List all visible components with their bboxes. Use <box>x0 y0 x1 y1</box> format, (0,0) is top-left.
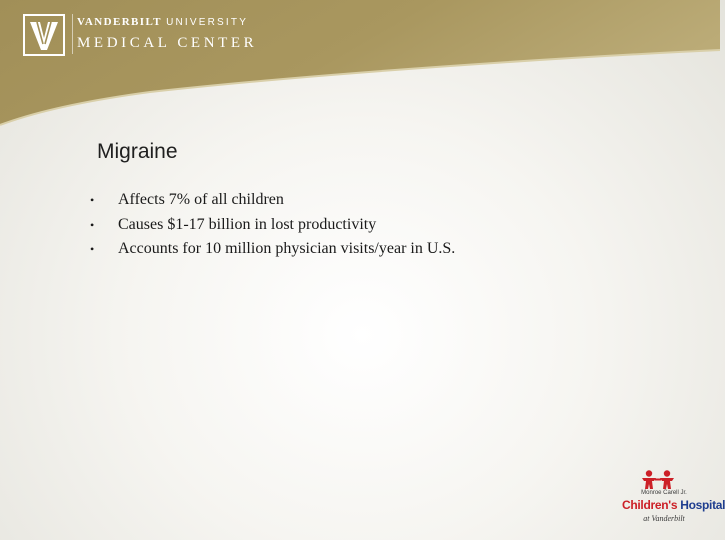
logo-divider <box>72 14 73 54</box>
bullet-item <box>90 240 455 265</box>
university-name-light: UNIVERSITY <box>166 17 249 28</box>
hospital-sponsor-name: Monroe Carell Jr. <box>641 490 687 496</box>
bullet-text: Causes $1-17 billion in lost productivity <box>118 215 377 233</box>
university-name <box>77 16 248 28</box>
hospital-location: at Vanderbilt <box>643 514 685 523</box>
bullet-dot-icon: • <box>90 217 95 232</box>
bullet-text: Affects 7% of all children <box>118 191 284 208</box>
children-figures-icon <box>641 470 677 490</box>
hospital-name <box>622 498 725 512</box>
vanderbilt-v-icon <box>23 14 65 56</box>
bullet-dot-icon: • <box>90 242 95 256</box>
university-name-bold: VANDERBILT <box>77 16 162 28</box>
medical-center-name: MEDICAL CENTER <box>77 35 258 51</box>
bullet-item <box>90 191 455 216</box>
hospital-name-part1: Children's <box>622 498 678 512</box>
hospital-name-part2: Hospital <box>677 498 725 512</box>
slide-title: Migraine <box>97 140 178 163</box>
bullet-text: Accounts for 10 million physician visits/year in U.S. <box>118 240 456 257</box>
childrens-hospital-logo <box>622 470 725 528</box>
bullet-dot-icon: • <box>90 193 95 207</box>
bullet-item <box>90 216 455 241</box>
bullet-list <box>90 191 455 265</box>
